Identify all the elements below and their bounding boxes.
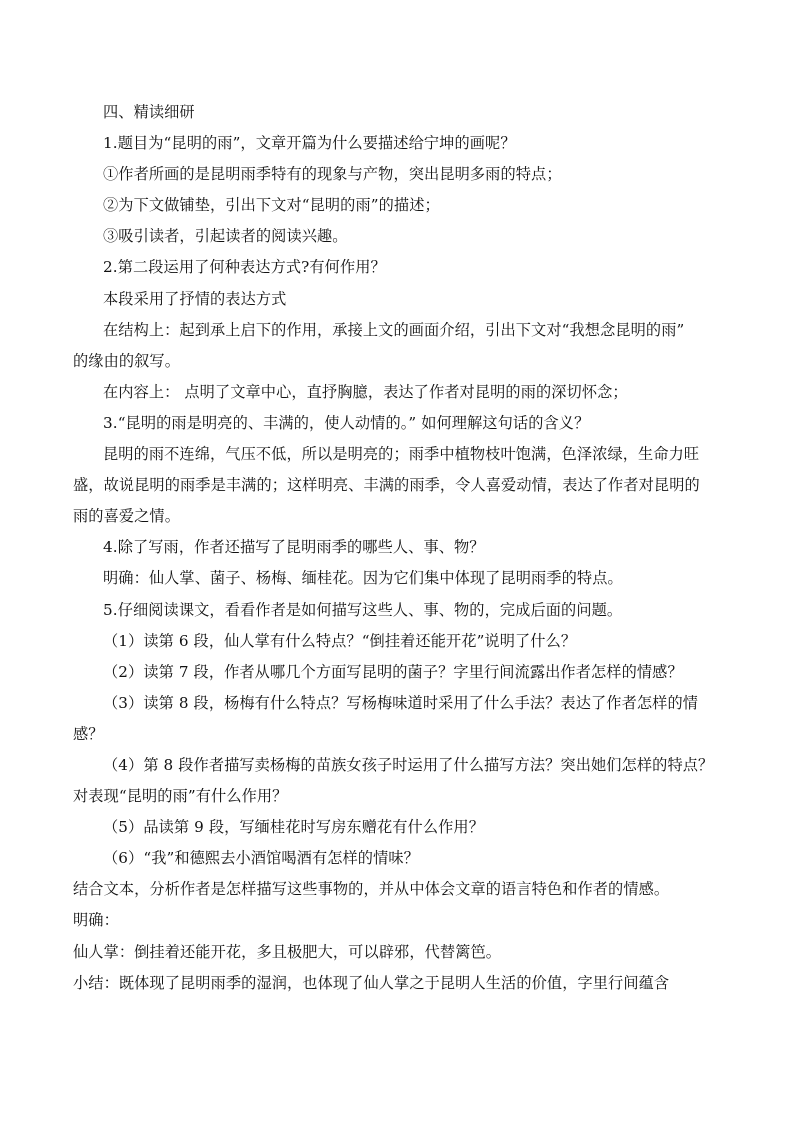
answer-3-line-3: 雨的喜爱之情。 <box>73 507 181 526</box>
task-instruction: 结合文本，分析作者是怎样描写这些事物的，并从中体会文章的语言特色和作者的情感。 <box>73 880 670 899</box>
sub-question-1: （1）读第 6 段，仙人掌有什么特点？“倒挂着还能开花”说明了什么？ <box>103 631 577 650</box>
document-page <box>73 97 714 999</box>
sub-question-2: （2）读第 7 段，作者从哪几个方面写昆明的菌子？字里行间流露出作者怎样的情感？ <box>103 662 683 681</box>
sub-question-4: （4）第 8 段作者描写卖杨梅的苗族女孩子时运用了什么描写方法？突出她们怎样的特点？ <box>103 755 714 774</box>
answer-4: 明确：仙人掌、菌子、杨梅、缅桂花。因为它们集中体现了昆明雨季的特点。 <box>103 569 623 588</box>
sub-question-3: （3）读第 8 段，杨梅有什么特点？写杨梅味道时采用了什么手法？表达了作者怎样的情 <box>103 693 699 712</box>
answer-3-line-1: 昆明的雨不连绵，气压不低，所以是明亮的；雨季中植物枝叶饱满，色泽浓绿，生命力旺 <box>103 445 700 464</box>
answer-1-point-1: ①作者所画的是昆明雨季特有的现象与产物，突出昆明多雨的特点； <box>103 165 562 184</box>
question-3: 3.“昆明的雨是明亮的、丰满的，使人动情的。” 如何理解这句话的含义？ <box>103 413 590 432</box>
answer-2-structure: 在结构上：起到承上启下的作用，承接上文的画面介绍，引出下文对“我想念昆明的雨” <box>103 320 685 339</box>
question-1: 1.题目为“昆明的雨”，文章开篇为什么要描述给宁坤的画呢？ <box>103 134 516 153</box>
answer-2-structure-cont: 的缘由的叙写。 <box>73 351 181 370</box>
question-5: 5.仔细阅读课文，看看作者是如何描写这些人、事、物的，完成后面的问题。 <box>103 600 623 619</box>
question-2: 2.第二段运用了何种表达方式?有何作用？ <box>103 258 386 277</box>
question-4: 4.除了写雨，作者还描写了昆明雨季的哪些人、事、物？ <box>103 538 485 557</box>
sub-question-4-cont: 对表现“昆明的雨”有什么作用？ <box>73 787 288 806</box>
answer-3-line-2: 盛，故说昆明的雨季是丰满的；这样明亮、丰满的雨季，令人喜爱动情，表达了作者对昆明的 <box>73 476 700 495</box>
answer-2-content: 在内容上： 点明了文章中心，直抒胸臆，表达了作者对昆明的雨的深切怀念； <box>103 382 628 401</box>
answer-2-summary: 本段采用了抒情的表达方式 <box>103 289 287 308</box>
answer-cactus: 仙人掌：倒挂着还能开花，多且极肥大，可以辟邪，代替篱笆。 <box>73 942 502 961</box>
section-heading: 四、精读细研 <box>103 103 195 121</box>
answer-1-point-3: ③吸引读者，引起读者的阅读兴趣。 <box>103 227 348 246</box>
sub-question-3-cont: 感？ <box>73 724 104 743</box>
sub-question-6: （6）“我”和德熙去小酒馆喝酒有怎样的情味？ <box>103 849 419 868</box>
summary-line: 小结：既体现了昆明雨季的湿润，也体现了仙人掌之于昆明人生活的价值，字里行间蕴含 <box>73 973 670 992</box>
answer-1-point-2: ②为下文做铺垫，引出下文对“昆明的雨”的描述； <box>103 196 440 215</box>
answer-label: 明确： <box>73 911 119 930</box>
sub-question-5: （5）品读第 9 段，写缅桂花时写房东赠花有什么作用？ <box>103 818 484 837</box>
